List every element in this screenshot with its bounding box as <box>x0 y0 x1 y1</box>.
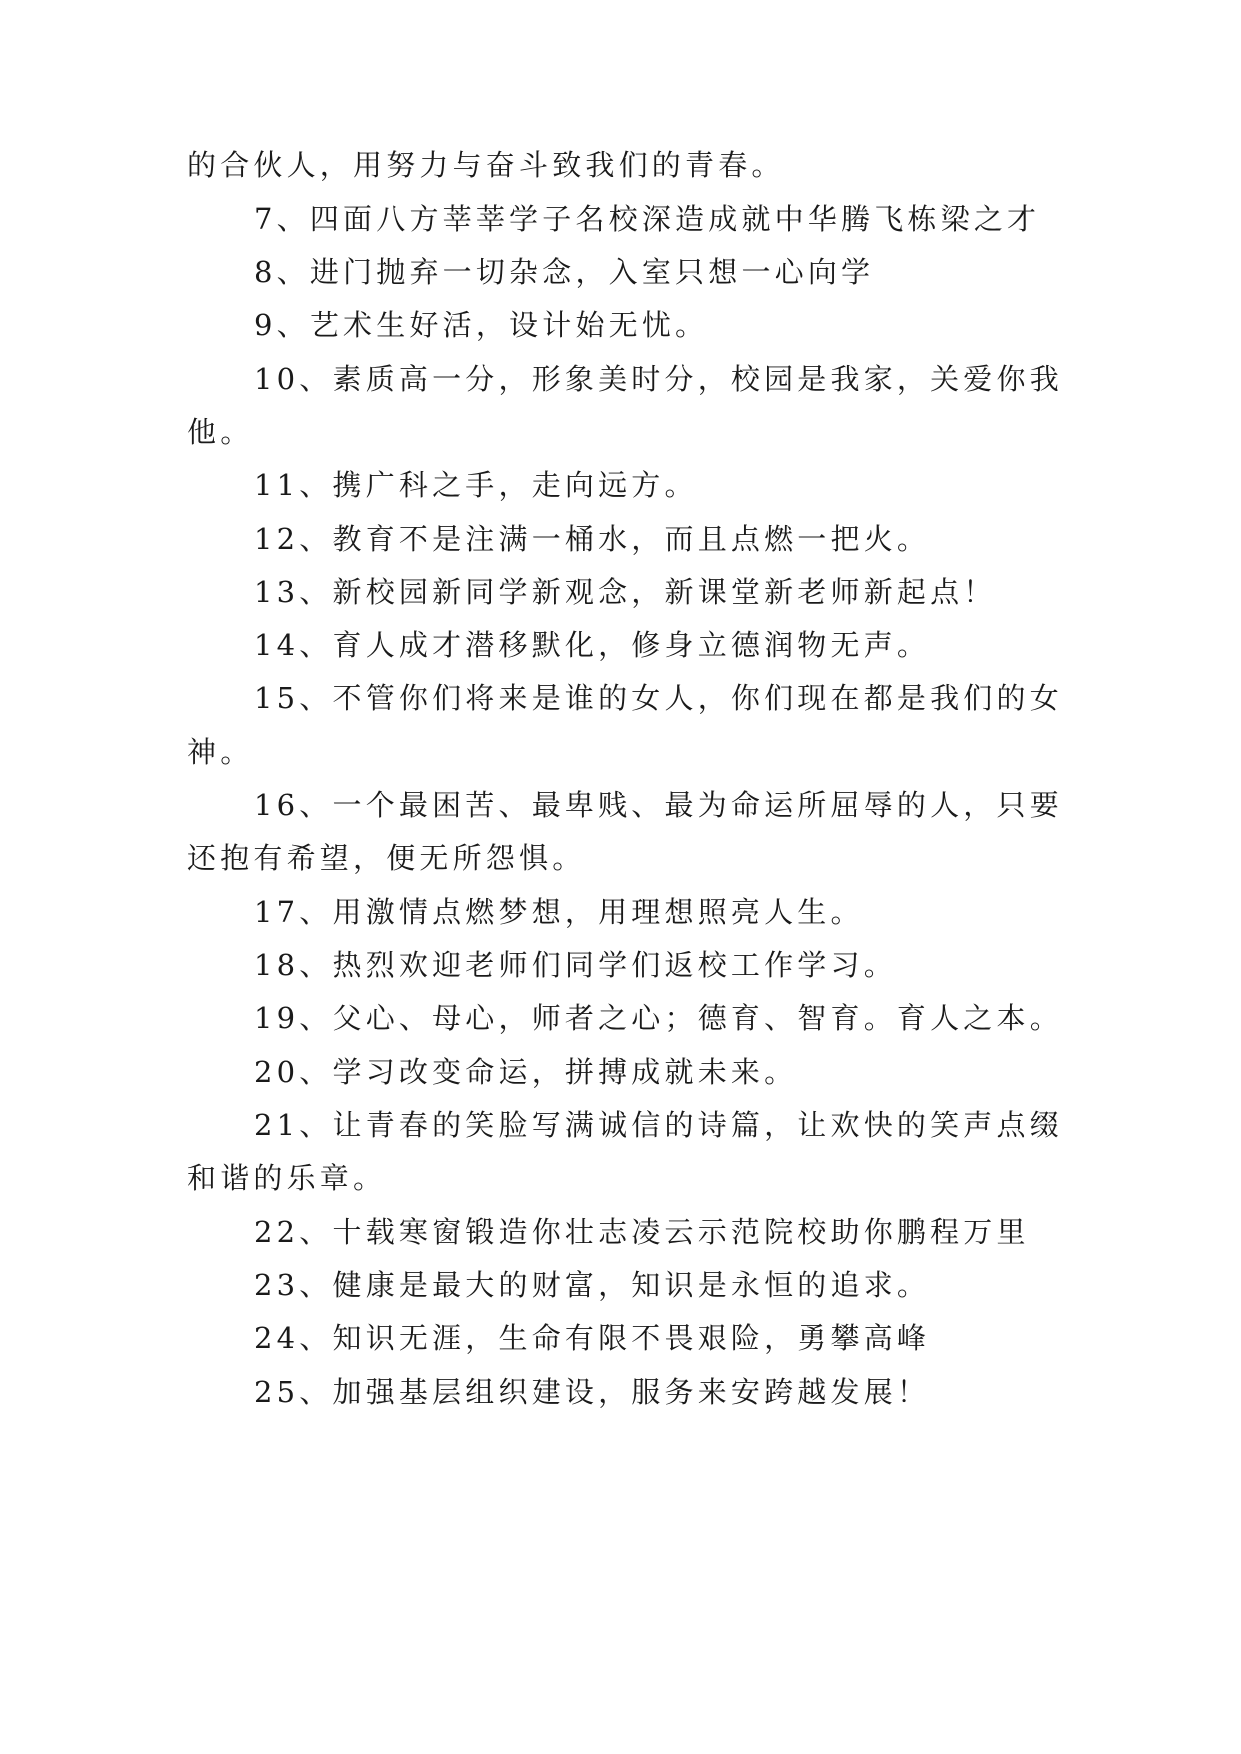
slogan-item-12: 12、教育不是注满一桶水，而且点燃一把火。 <box>254 522 931 556</box>
slogan-item-16: 16、一个最困苦、最卑贱、最为命运所屈辱的人，只要 <box>254 788 1063 822</box>
slogan-item-23: 23、健康是最大的财富，知识是永恒的追求。 <box>254 1268 931 1302</box>
slogan-item-16-continuation: 还抱有希望，便无所怨惧。 <box>187 841 586 875</box>
slogan-item-20: 20、学习改变命运，拼搏成就未来。 <box>254 1055 798 1089</box>
slogan-item-8: 8、进门抛弃一切杂念，入室只想一心向学 <box>254 255 875 289</box>
slogan-item-10-continuation: 他。 <box>187 415 254 449</box>
slogan-item-17: 17、用激情点燃梦想，用理想照亮人生。 <box>254 895 864 929</box>
slogan-item-19: 19、父心、母心，师者之心；德育、智育。育人之本。 <box>254 1001 1063 1035</box>
slogan-item-13: 13、新校园新同学新观念，新课堂新老师新起点！ <box>254 575 997 609</box>
slogan-item-21-continuation: 和谐的乐章。 <box>187 1161 387 1195</box>
slogan-item-15-continuation: 神。 <box>187 735 254 769</box>
text-line-continuation: 的合伙人，用努力与奋斗致我们的青春。 <box>187 148 785 182</box>
slogan-item-25: 25、加强基层组织建设，服务来安跨越发展！ <box>254 1375 931 1409</box>
slogan-item-11: 11、携广科之手，走向远方。 <box>254 468 698 502</box>
slogan-item-24: 24、知识无涯，生命有限不畏艰险，勇攀高峰 <box>254 1321 931 1355</box>
slogan-item-9: 9、艺术生好活，设计始无忧。 <box>254 308 709 342</box>
slogan-item-22: 22、十载寒窗锻造你壮志凌云示范院校助你鹏程万里 <box>254 1215 1030 1249</box>
slogan-item-21: 21、让青春的笑脸写满诚信的诗篇，让欢快的笑声点缀 <box>254 1108 1063 1142</box>
slogan-item-10: 10、素质高一分，形象美时分，校园是我家，关爱你我 <box>254 362 1063 396</box>
slogan-item-14: 14、育人成才潜移默化，修身立德润物无声。 <box>254 628 931 662</box>
slogan-item-7: 7、四面八方莘莘学子名校深造成就中华腾飞栋梁之才 <box>254 202 1041 236</box>
slogan-item-18: 18、热烈欢迎老师们同学们返校工作学习。 <box>254 948 897 982</box>
slogan-item-15: 15、不管你们将来是谁的女人，你们现在都是我们的女 <box>254 681 1063 715</box>
